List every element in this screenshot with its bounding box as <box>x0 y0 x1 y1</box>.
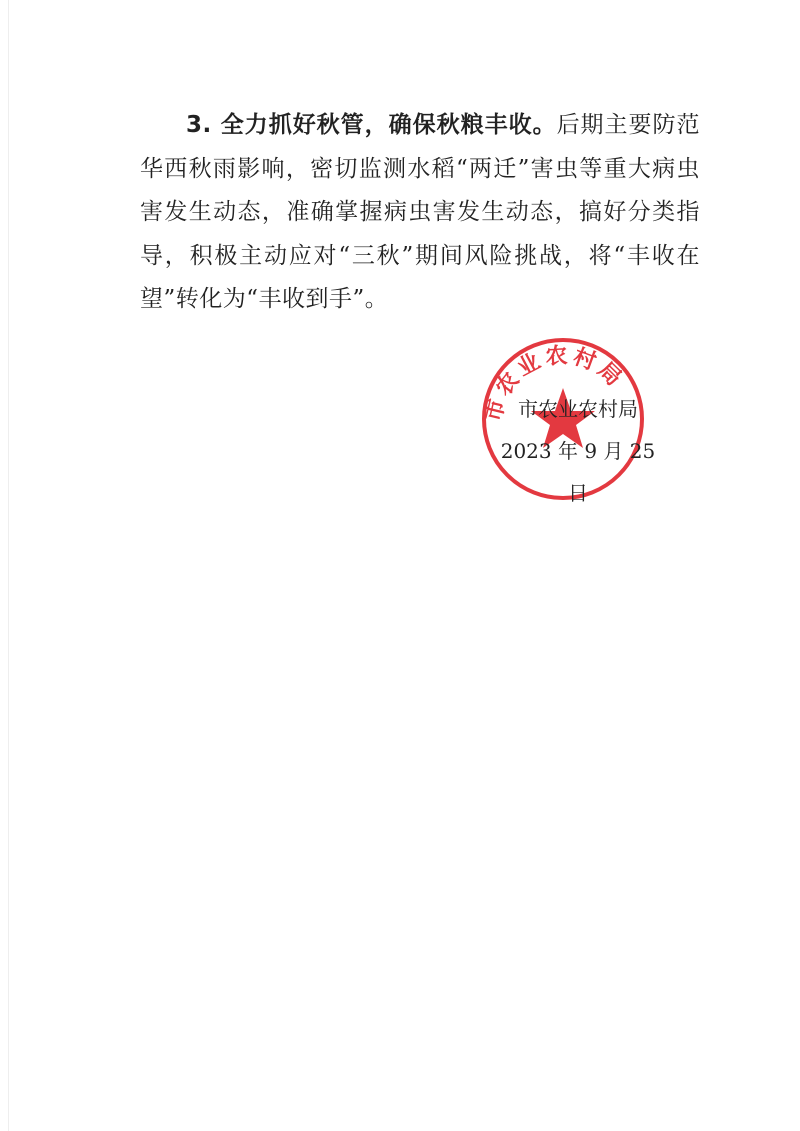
signing-organization: 市农业农村局 <box>518 397 638 421</box>
paragraph-heading: 3. 全力抓好秋管，确保秋粮丰收。 <box>186 112 557 138</box>
seal-text-path: 市农业农村局 <box>480 342 630 425</box>
signature-block <box>488 388 668 514</box>
signing-date: 2023 年 9 月 25 日 <box>500 439 656 505</box>
paragraph-body: 后期主要防范华西秋雨影响，密切监测水稻“两迁”害虫等重大病虫害发生动态，准确掌握病虫害发生动态，搞好分类指导，积极主动应对“三秋”期间风险挑战，将“丰收在望”转化为“丰收到手”。 <box>140 112 701 312</box>
body-paragraph <box>140 104 700 322</box>
scan-edge <box>8 0 9 1131</box>
